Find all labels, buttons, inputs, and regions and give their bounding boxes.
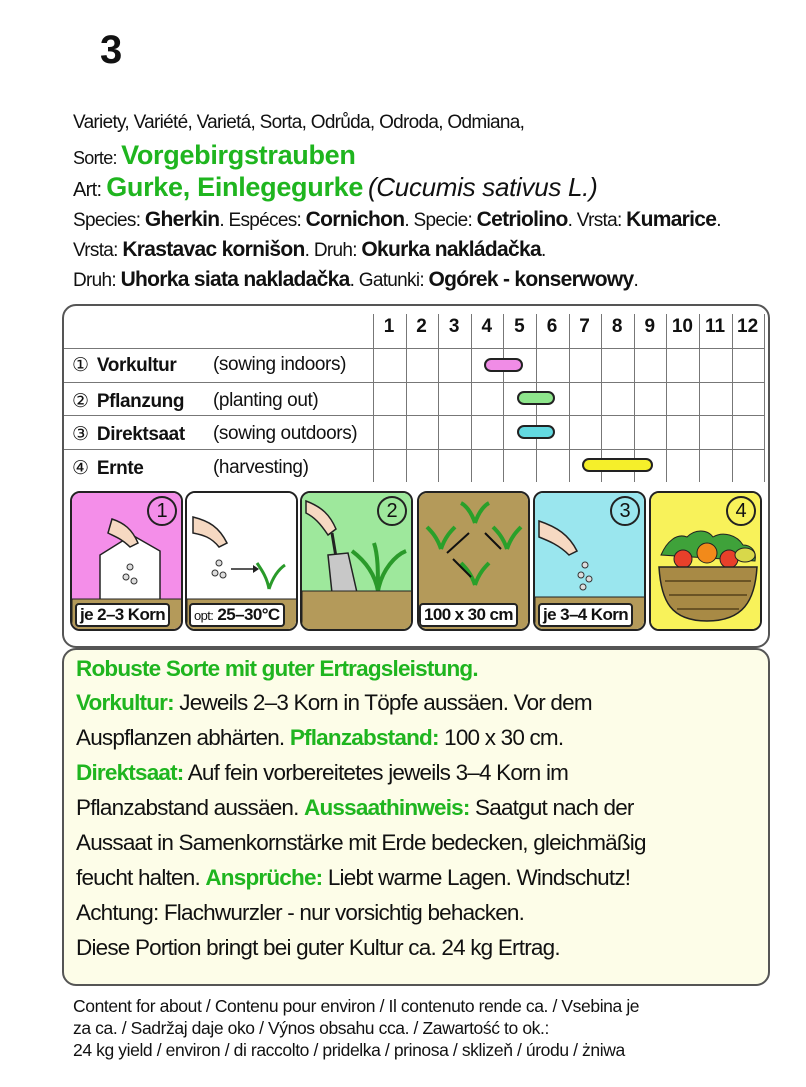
grid-line xyxy=(406,314,407,482)
grid-line xyxy=(438,314,439,482)
ansprueche-text: Liebt warme Lagen. Windschutz! xyxy=(322,865,631,890)
row-english: (sowing indoors) xyxy=(213,354,346,375)
pflanzabstand-text: 100 x 30 cm. xyxy=(438,725,564,750)
row-number: ① xyxy=(72,355,89,376)
month-label-6: 6 xyxy=(546,316,558,337)
desc-line-direktsaat xyxy=(76,760,568,786)
sorte-line xyxy=(73,140,356,171)
row-number: ④ xyxy=(72,458,89,479)
row-name: Vorkultur xyxy=(96,355,177,376)
month-label-5: 5 xyxy=(514,316,525,337)
art-label: Art: xyxy=(73,179,102,201)
panel-caption: je 3–4 Korn xyxy=(538,603,633,627)
desc-line-8: Achtung: Flachwurzler - nur vorsichtig behacken. xyxy=(76,900,525,925)
panel-number: 1 xyxy=(147,496,177,526)
row-label-vorkultur xyxy=(72,354,346,377)
month-label-4: 4 xyxy=(481,316,493,337)
panel-caption: 100 x 30 cm xyxy=(419,603,518,627)
species-value: Ogórek - konserwowy xyxy=(428,268,634,291)
row-label-direktsaat xyxy=(72,423,358,446)
species-label: Vrsta: xyxy=(73,240,118,261)
desc-line-5 xyxy=(76,795,634,821)
species-value: Krastavac kornišon xyxy=(122,238,305,261)
month-label-12: 12 xyxy=(737,316,759,337)
row-name: Direktsaat xyxy=(96,424,185,445)
grid-line xyxy=(373,314,374,482)
species-label: Vrsta: xyxy=(576,210,622,231)
grid-line xyxy=(699,314,700,482)
species-label: Gatunki: xyxy=(358,270,424,291)
row-name: Ernte xyxy=(96,458,144,479)
sorte-value: Vorgebirgstrauben xyxy=(121,140,356,170)
row-english: (planting out) xyxy=(213,390,319,411)
row-label-ernte xyxy=(72,457,309,480)
footer-line-2: za ca. / Sadržaj daje oko / Výnos obsahu cca. / Zawartość to ok.: xyxy=(73,1018,549,1038)
variety-line: Variety, Variété, Varietá, Sorta, Odrůda, Odroda, Odmiana, xyxy=(73,112,525,133)
art-line xyxy=(73,172,597,203)
grid-line xyxy=(64,415,764,416)
row-english: (sowing outdoors) xyxy=(213,423,358,444)
grid-line xyxy=(471,314,472,482)
grid-line xyxy=(503,314,504,482)
species-line-1: Species: Gherkin. Espéces: Cornichon. Specie: Cetriolino. Vrsta: Kumarice. xyxy=(73,208,721,231)
species-label: Druh: xyxy=(73,270,116,291)
grid-line xyxy=(666,314,667,482)
panel-caption: je 2–3 Korn xyxy=(75,603,170,627)
grid-line xyxy=(732,314,733,482)
panel-sowing-outdoors xyxy=(533,491,646,631)
row-english: (harvesting) xyxy=(213,457,309,478)
month-label-9: 9 xyxy=(644,316,656,337)
direktsaat-label: Direktsaat: xyxy=(76,760,184,785)
row-label-pflanzung xyxy=(72,390,319,413)
latin-name: (Cucumis sativus L.) xyxy=(367,172,598,202)
aussaat-text: Saatgut nach der xyxy=(469,795,634,820)
caption-small: opt: xyxy=(194,608,214,623)
desc-text: Pflanzabstand aussäen. xyxy=(76,795,305,820)
species-label: Specie: xyxy=(413,210,473,231)
month-label-10: 10 xyxy=(671,316,693,337)
species-value: Uhorka siata nakladačka xyxy=(120,268,350,291)
species-label: Druh: xyxy=(313,240,357,261)
calendar-bar-direktsaat xyxy=(517,425,556,439)
species-value: Cetriolino xyxy=(476,208,568,231)
species-label: Espéces: xyxy=(228,210,302,231)
grid-line xyxy=(64,382,764,383)
desc-line-vorkultur xyxy=(76,690,592,716)
calendar-bar-ernte xyxy=(582,458,653,472)
month-label-1: 1 xyxy=(383,316,395,337)
sorte-label: Sorte: xyxy=(73,148,117,168)
species-value: Kumarice xyxy=(626,208,717,231)
species-value: Cornichon xyxy=(305,208,405,231)
month-label-7: 7 xyxy=(579,316,590,337)
month-label-3: 3 xyxy=(448,316,460,337)
footer-line-3: 24 kg yield / environ / di raccolto / pridelka / prinosa / sklizeň / úrodu / żniwa xyxy=(73,1040,625,1060)
month-label-2: 2 xyxy=(416,316,427,337)
panel-germination xyxy=(185,491,298,631)
panel-harvest xyxy=(649,491,762,631)
desc-text: Auspflanzen abhärten. xyxy=(76,725,290,750)
grid-line xyxy=(634,314,635,482)
row-name: Pflanzung xyxy=(96,391,185,412)
desc-line-6: Aussaat in Samenkornstärke mit Erde bedecken, gleichmäßig xyxy=(76,830,646,855)
vorkultur-label: Vorkultur: xyxy=(76,690,174,715)
packet-number: 3 xyxy=(100,28,122,72)
row-number: ② xyxy=(72,391,89,412)
desc-text: feucht halten. xyxy=(76,865,206,890)
ansprueche-label: Ansprüche: xyxy=(205,865,323,890)
row-number: ③ xyxy=(72,424,89,445)
panel-spacing xyxy=(417,491,530,631)
description-box xyxy=(62,648,770,986)
desc-line-7 xyxy=(76,865,630,891)
panel-caption xyxy=(189,603,285,627)
grid-line xyxy=(569,314,570,482)
desc-line-9: Diese Portion bringt bei guter Kultur ca. 24 kg Ertrag. xyxy=(76,935,560,960)
species-line-2: Vrsta: Krastavac kornišon. Druh: Okurka nakládačka. xyxy=(73,238,546,261)
grid-line xyxy=(64,449,764,450)
art-value: Gurke, Einlegegurke xyxy=(106,172,364,202)
calendar-bar-pflanzung xyxy=(517,391,556,405)
panel-sowing-indoors xyxy=(70,491,183,631)
panel-number: 3 xyxy=(610,496,640,526)
species-value: Okurka nakládačka xyxy=(361,238,541,261)
species-line-3: Druh: Uhorka siata nakladačka. Gatunki: Ogórek - konserwowy. xyxy=(73,268,639,291)
vorkultur-text: Jeweils 2–3 Korn in Töpfe aussäen. Vor dem xyxy=(173,690,592,715)
panel-planting-out xyxy=(300,491,413,631)
desc-line-3 xyxy=(76,725,563,751)
grid-line xyxy=(764,314,765,482)
species-label: Species: xyxy=(73,210,141,231)
desc-headline: Robuste Sorte mit guter Ertragsleistung. xyxy=(76,656,478,681)
month-label-8: 8 xyxy=(611,316,623,337)
caption-temperature: 25–30°C xyxy=(217,605,280,624)
month-label-11: 11 xyxy=(704,316,726,337)
panel-number: 2 xyxy=(377,496,407,526)
aussaat-label: Aussaathinweis: xyxy=(304,795,470,820)
footer-line-1: Content for about / Contenu pour environ / Il contenuto rende ca. / Vsebina je xyxy=(73,996,640,1016)
direktsaat-text: Auf fein vorbereitetes jeweils 3–4 Korn im xyxy=(183,760,569,785)
panel-number: 4 xyxy=(726,496,756,526)
calendar-bar-vorkultur xyxy=(484,358,523,372)
species-value: Gherkin xyxy=(144,208,220,231)
grid-line xyxy=(64,348,764,349)
grid-line xyxy=(601,314,602,482)
pflanzabstand-label: Pflanzabstand: xyxy=(289,725,439,750)
